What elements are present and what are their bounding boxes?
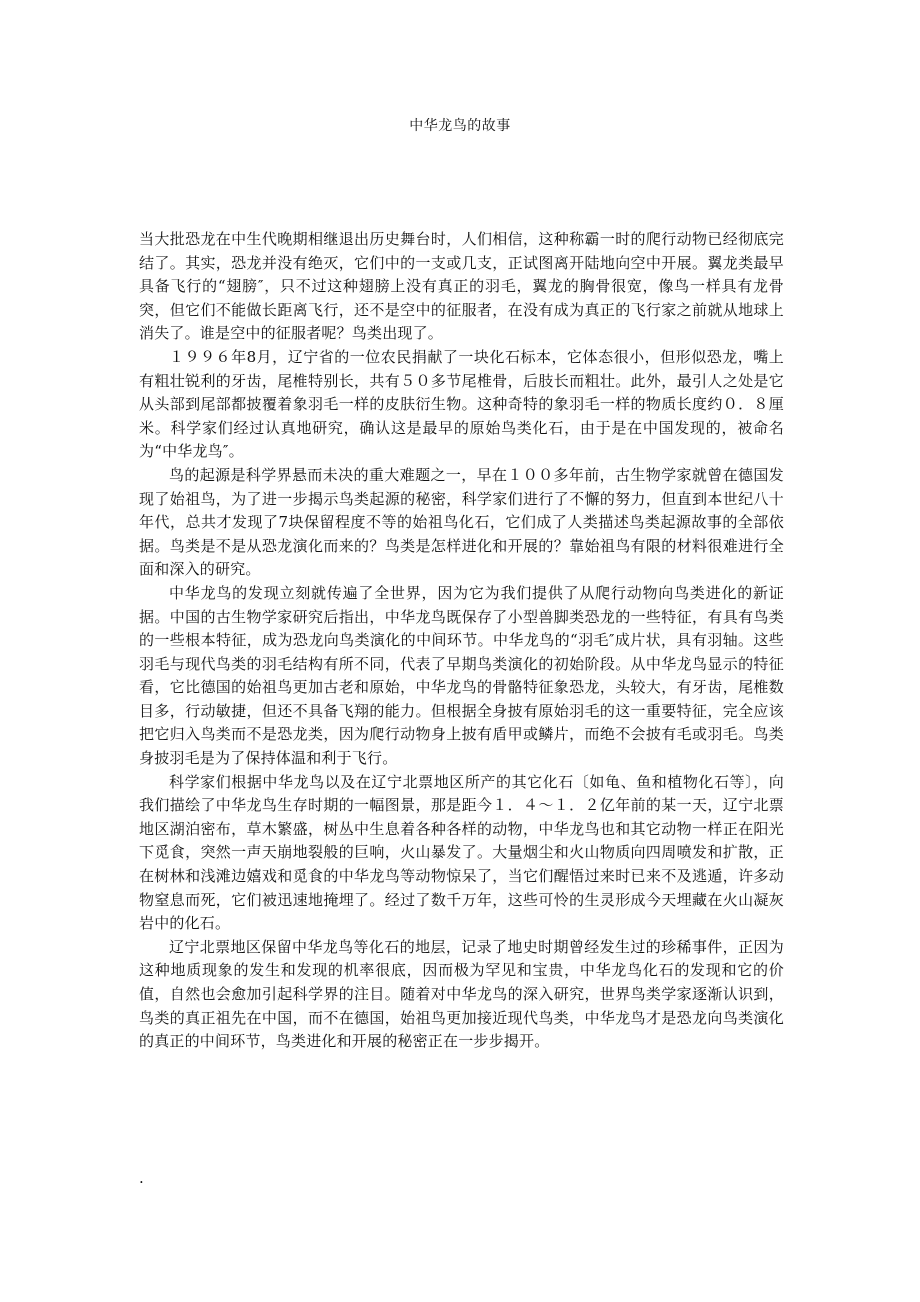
paragraph-origin-of-birds: 鸟的起源是科学界悬而未决的重大难题之一，早在１００多年前，古生物学家就曾在德国发现了始祖鸟，为了进一步揭示鸟类起源的秘密，科学家们进行了不懈的努力，但直到本世纪八十年代，总共才发现了7块保留程度不等的始祖鸟化石，它们成了人类描述鸟类起源故事的全部依据。鸟类是不是从恐龙演化而来的？鸟类是怎样进化和开展的？靠始祖鸟有限的材料很难进行全面和深入的研究。 bbox=[139, 465, 784, 579]
paragraph-ancient-scene: 科学家们根据中华龙鸟以及在辽宁北票地区所产的其它化石〔如龟、鱼和植物化石等〕，向我们描绘了中华龙鸟生存时期的一幅图景，那是距今１．４～１．２亿年前的某一天，辽宁北票地区湖泊密布，草木繁盛，树丛中生息着各种各样的动物，中华龙鸟也和其它动物一样正在阳光下觅食，突然一声天崩地裂般的巨响，火山暴发了。大量烟尘和火山物质向四周喷发和扩散，正在树林和浅滩边嬉戏和觅食的中华龙鸟等动物惊呆了，当它们醒悟过来时已来不及逃遁，许多动物窒息而死，它们被迅速地掩埋了。经过了数千万年，这些可怜的生灵形成今天埋藏在火山凝灰岩中的化石。 bbox=[139, 772, 784, 933]
document-body bbox=[139, 228, 784, 1054]
paragraph-discovery: １９９６年8月，辽宁省的一位农民捐献了一块化石标本，它体态很小，但形似恐龙，嘴上有粗壮锐利的牙齿，尾椎特别长，共有５０多节尾椎骨，后肢长而粗壮。此外，最引人之处是它从头部到尾部都披覆着象羽毛一样的皮肤衍生物。这种奇特的象羽毛一样的物质长度约０．８厘米。科学家们经过认真地研究，确认这是最早的原始鸟类化石，由于是在中国发现的，被命名为“中华龙鸟″。 bbox=[139, 347, 784, 461]
paragraph-intro: 当大批恐龙在中生代晚期相继退出历史舞台时，人们相信，这种称霸一时的爬行动物已经彻底完结了。其实，恐龙并没有绝灭，它们中的一支或几支，正试图离开陆地向空中开展。翼龙类最早具备飞行的“翅膀″，只不过这种翅膀上没有真正的羽毛，翼龙的胸骨很宽，像鸟一样具有龙骨突，但它们不能做长距离飞行，还不是空中的征服者，在没有成为真正的飞行家之前就从地球上消失了。谁是空中的征服者呢？鸟类出现了。 bbox=[139, 230, 784, 343]
paragraph-significance: 中华龙鸟的发现立刻就传遍了全世界，因为它为我们提供了从爬行动物向鸟类进化的新证据。中国的古生物学家研究后指出，中华龙鸟既保存了小型兽脚类恐龙的一些特征，有具有鸟类的一些根本特征，成为恐龙向鸟类演化的中间环节。中华龙鸟的“羽毛″成片状，具有羽轴。这些羽毛与现代鸟类的羽毛结构有所不同，代表了早期鸟类演化的初始阶段。从中华龙鸟显示的特征看，它比德国的始祖鸟更加古老和原始，中华龙鸟的骨骼特征象恐龙，头较大，有牙齿，尾椎数目多，行动敏捷，但还不具备飞翔的能力。但根据全身披有原始羽毛的这一重要特征，完全应该把它归入鸟类而不是恐龙类，因为爬行动物身上披有盾甲或鳞片，而绝不会披有毛或羽毛。鸟类身披羽毛是为了保持体温和利于飞行。 bbox=[139, 583, 784, 768]
document-title: 中华龙鸟的故事 bbox=[409, 118, 511, 134]
paragraph-conclusion: 辽宁北票地区保留中华龙鸟等化石的地层，记录了地史时期曾经发生过的珍稀事件，正因为这种地质现象的发生和发现的机率很底，因而极为罕见和宝贵，中华龙鸟化石的发现和它的价值，自然也会愈加引起科学界的注目。随着对中华龙鸟的深入研究，世界鸟类学家逐渐认识到，鸟类的真正祖先在中国，而不在德国，始祖鸟更加接近现代鸟类，中华龙鸟才是恐龙向鸟类演化的真正的中间环节，鸟类进化和开展的秘密正在一步步揭开。 bbox=[139, 937, 784, 1051]
trailing-mark: . bbox=[139, 1169, 144, 1187]
